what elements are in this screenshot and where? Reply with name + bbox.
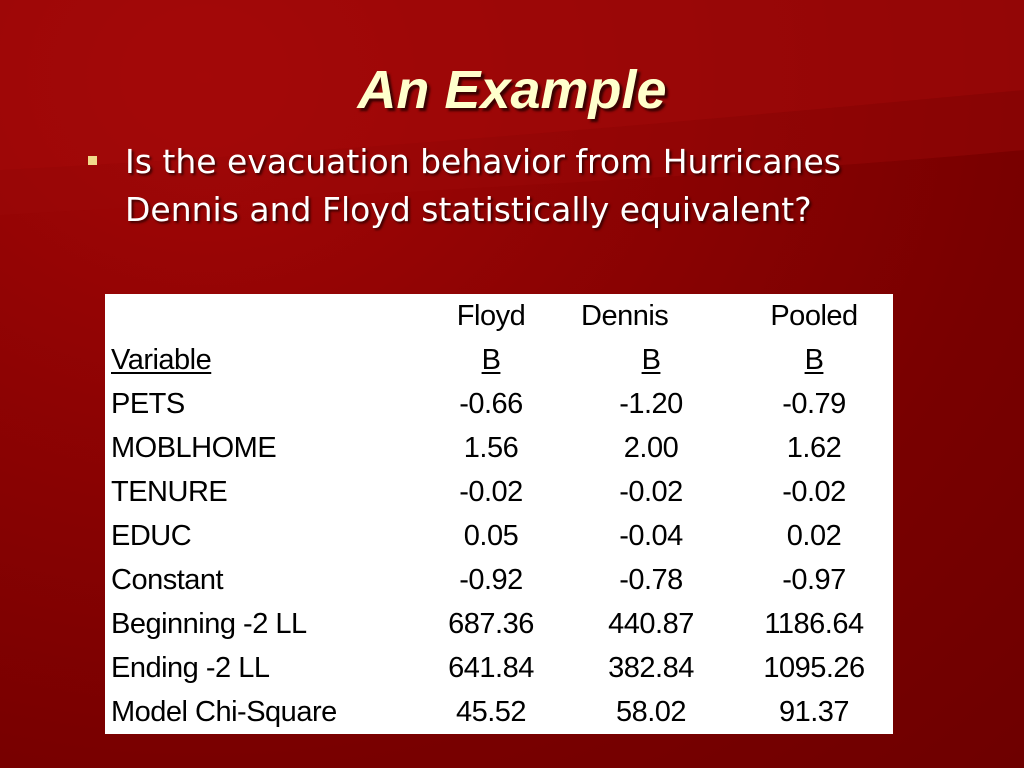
cell-floyd: -0.02 xyxy=(459,476,523,508)
cell-pooled: 0.02 xyxy=(786,520,842,552)
results-table-panel xyxy=(105,294,893,734)
row-label: Model Chi-Square xyxy=(111,696,337,728)
cell-floyd: 0.05 xyxy=(463,520,519,552)
subheader-variable: Variable xyxy=(111,344,212,376)
cell-pooled: 1.62 xyxy=(786,432,842,464)
cell-dennis: 440.87 xyxy=(608,608,694,640)
cell-floyd: -0.66 xyxy=(459,388,523,420)
table-subheader-row xyxy=(111,338,879,382)
cell-dennis: 382.84 xyxy=(608,652,694,684)
table-row xyxy=(111,602,879,646)
cell-dennis: 2.00 xyxy=(623,432,679,464)
subheader-pooled-b: B xyxy=(804,344,824,376)
row-label: Ending -2 LL xyxy=(111,652,270,684)
row-label: MOBLHOME xyxy=(111,432,277,464)
cell-floyd: -0.92 xyxy=(459,564,523,596)
cell-pooled: -0.97 xyxy=(782,564,846,596)
subheader-floyd-b: B xyxy=(481,344,501,376)
table-header-row xyxy=(111,294,879,338)
row-label: Constant xyxy=(111,564,224,596)
bullet-text: Is the evacuation behavior from Hurricanes Dennis and Floyd statistically equivalent? xyxy=(125,142,841,229)
cell-dennis: -0.04 xyxy=(619,520,683,552)
cell-floyd: 687.36 xyxy=(448,608,534,640)
cell-floyd: 1.56 xyxy=(463,432,519,464)
cell-dennis: -0.78 xyxy=(619,564,683,596)
row-label: TENURE xyxy=(111,476,228,508)
table-row xyxy=(111,470,879,514)
cell-pooled: -0.02 xyxy=(782,476,846,508)
header-blank-cell xyxy=(111,294,429,338)
table-row xyxy=(111,690,879,734)
table-row xyxy=(111,558,879,602)
cell-pooled: 1186.64 xyxy=(764,608,864,640)
cell-floyd: 45.52 xyxy=(455,696,527,728)
table-row xyxy=(111,382,879,426)
cell-pooled: 1095.26 xyxy=(763,652,865,684)
slide-title: An Example xyxy=(357,60,667,120)
row-label: PETS xyxy=(111,388,185,420)
header-dennis: Dennis xyxy=(581,300,669,332)
row-label: EDUC xyxy=(111,520,192,552)
cell-dennis: 58.02 xyxy=(615,696,687,728)
subheader-dennis-b: B xyxy=(641,344,661,376)
cell-dennis: -1.20 xyxy=(619,388,683,420)
cell-pooled: -0.79 xyxy=(782,388,846,420)
bullet-item xyxy=(88,138,908,234)
table-row xyxy=(111,426,879,470)
header-pooled: Pooled xyxy=(770,300,858,332)
row-label: Beginning -2 LL xyxy=(111,608,307,640)
cell-pooled: 91.37 xyxy=(778,696,850,728)
cell-floyd: 641.84 xyxy=(448,652,534,684)
cell-dennis: -0.02 xyxy=(619,476,683,508)
table-row xyxy=(111,646,879,690)
results-table xyxy=(111,294,879,734)
table-row xyxy=(111,514,879,558)
square-bullet-icon xyxy=(88,156,97,165)
header-floyd: Floyd xyxy=(456,300,526,332)
